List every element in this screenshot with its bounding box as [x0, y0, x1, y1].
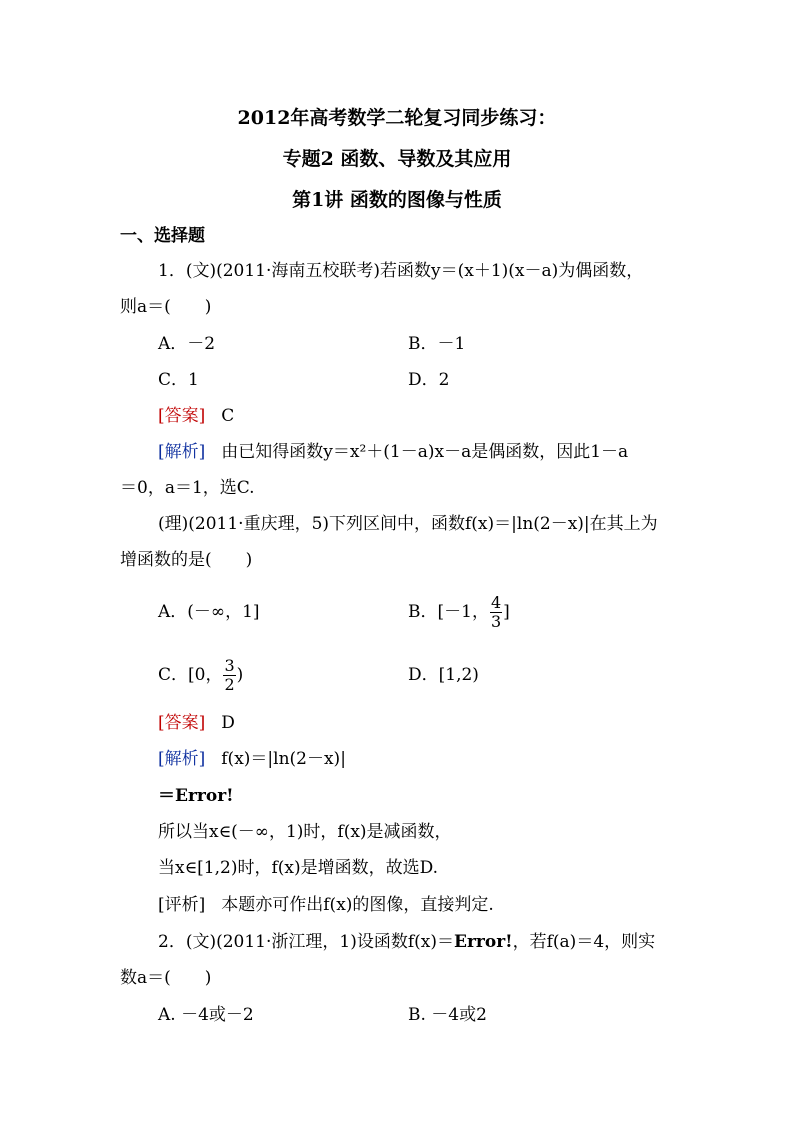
q1b-option-a: A．(－∞，1]: [158, 602, 260, 622]
q1-stem-line2: 则a＝( ): [120, 297, 212, 317]
fraction: $\frac{3}{2}$: [224, 656, 235, 694]
q2-stem-line1: 2．(文)(2011·浙江理，1)设函数f(x)＝Error!，若f(a)＝4，则实: [158, 932, 656, 952]
q1-analysis-line2: ＝0，a＝1，选C.: [120, 478, 255, 498]
q1b-stem-line1: (理)(2011·重庆理，5)下列区间中，函数f(x)＝|ln(2－x)|在其上为: [158, 514, 658, 534]
analysis-tag: [解析]: [158, 749, 206, 769]
answer-tag: [答案]: [158, 406, 206, 426]
q1-option-a: A．－2: [158, 334, 216, 354]
q1b-stem-line2: 增函数的是( ): [120, 550, 253, 570]
document-title: 2012年高考数学二轮复习同步练习：: [237, 107, 557, 129]
q1-option-d: D．2: [408, 370, 450, 390]
q1-answer: [158, 405, 234, 427]
lesson-title: 第1讲 函数的图像与性质: [292, 189, 502, 211]
q1b-answer: [158, 712, 235, 734]
q1b-option-d: D．[1,2): [408, 665, 479, 685]
section-heading: 一、选择题: [120, 226, 205, 246]
q2-option-b: B. －4或2: [408, 1005, 487, 1025]
q1-option-b: B．－1: [408, 334, 466, 354]
analysis-text: f(x)＝|ln(2－x)|: [221, 749, 346, 769]
comment-text: 本题亦可作出f(x)的图像，直接判定.: [221, 895, 494, 915]
chapter-title: 专题2 函数、导数及其应用: [282, 148, 512, 170]
q1b-analysis-line1: [158, 748, 346, 770]
q1b-option-b: B．[－1， $\frac{4}{3}$ ]: [408, 593, 510, 631]
q1b-error-line: ＝Error!: [158, 786, 234, 806]
answer-value: D: [221, 713, 235, 733]
q2-option-a: A. －4或－2: [158, 1005, 254, 1025]
q1-option-c: C．1: [158, 370, 199, 390]
q1b-option-c: C．[0， $\frac{3}{2}$ ): [158, 656, 244, 694]
q1-analysis-line1: [158, 441, 628, 463]
q1b-comment: [158, 894, 494, 916]
q2-stem-line2: 数a＝( ): [120, 968, 212, 988]
q1-stem-line1: 1．(文)(2011·海南五校联考)若函数y＝(x＋1)(x－a)为偶函数，: [158, 261, 644, 281]
analysis-text: 由已知得函数y＝x²＋(1－a)x－a是偶函数，因此1－a: [221, 442, 629, 462]
q1b-line-b: 当x∈[1,2)时，f(x)是增函数，故选D.: [158, 858, 439, 878]
q1b-line-a: 所以当x∈(－∞，1)时，f(x)是减函数，: [158, 822, 452, 842]
fraction: $\frac{4}{3}$: [490, 593, 502, 631]
analysis-tag: [解析]: [158, 442, 206, 462]
comment-tag: [评析]: [158, 895, 206, 915]
answer-value: C: [221, 406, 235, 426]
answer-tag: [答案]: [158, 713, 206, 733]
